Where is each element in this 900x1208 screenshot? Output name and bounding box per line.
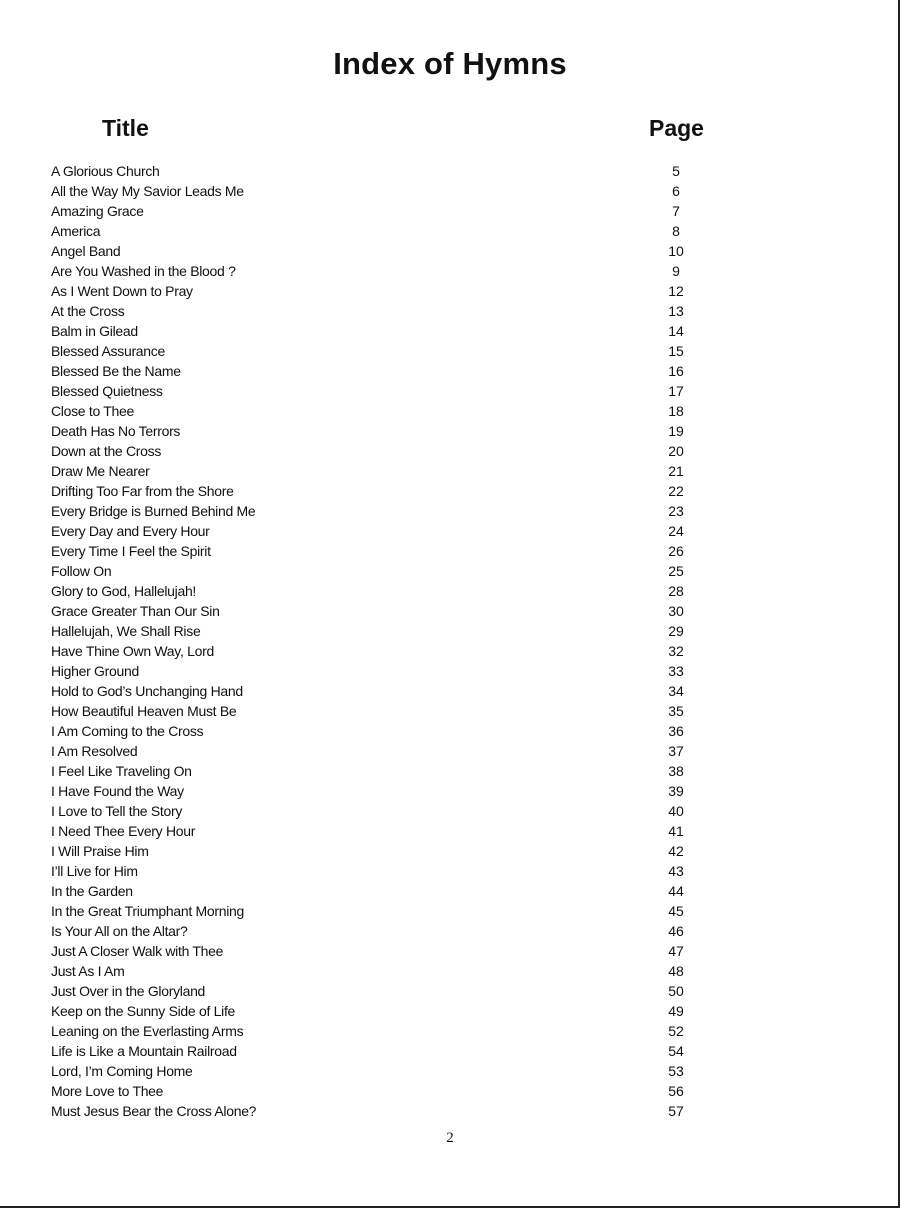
hymn-title: Just A Closer Walk with Thee xyxy=(51,943,224,959)
hymn-title: Every Time I Feel the Spirit xyxy=(51,543,211,559)
hymn-index-row xyxy=(0,181,900,201)
hymn-page-number: 44 xyxy=(668,883,684,899)
hymn-index-row xyxy=(0,381,900,401)
hymn-page-number: 40 xyxy=(668,803,684,819)
hymn-title: Blessed Quietness xyxy=(51,383,163,399)
hymn-title: I Feel Like Traveling On xyxy=(51,763,192,779)
hymn-title: Amazing Grace xyxy=(51,203,144,219)
hymn-title: In the Garden xyxy=(51,883,133,899)
hymn-title: Hold to God’s Unchanging Hand xyxy=(51,683,243,699)
hymn-title: I Am Resolved xyxy=(51,743,138,759)
hymn-title: Have Thine Own Way, Lord xyxy=(51,643,214,659)
hymn-page-number: 38 xyxy=(668,763,684,779)
page-title: Index of Hymns xyxy=(333,46,567,81)
hymn-page-number: 26 xyxy=(668,543,684,559)
hymn-page-number: 25 xyxy=(668,563,684,579)
hymn-index-row xyxy=(0,401,900,421)
hymn-page-number: 12 xyxy=(668,283,684,299)
hymn-index-row xyxy=(0,161,900,181)
hymn-index-row xyxy=(0,641,900,661)
hymn-index-row xyxy=(0,441,900,461)
hymn-index-row xyxy=(0,701,900,721)
hymn-page-number: 35 xyxy=(668,703,684,719)
hymn-page-number: 17 xyxy=(668,383,684,399)
hymn-page-number: 29 xyxy=(668,623,684,639)
hymn-page-number: 10 xyxy=(668,243,684,259)
hymn-index-row xyxy=(0,1081,900,1101)
hymn-title: As I Went Down to Pray xyxy=(51,283,193,299)
hymn-page-number: 43 xyxy=(668,863,684,879)
hymn-index-row xyxy=(0,981,900,1001)
hymn-page-number: 47 xyxy=(668,943,684,959)
footer-page-number: 2 xyxy=(446,1130,454,1146)
hymn-title: At the Cross xyxy=(51,303,125,319)
hymn-title: All the Way My Savior Leads Me xyxy=(51,183,244,199)
hymn-page-number: 34 xyxy=(668,683,684,699)
hymn-page-number: 5 xyxy=(672,163,680,179)
hymn-index-row xyxy=(0,301,900,321)
hymn-index-row xyxy=(0,1061,900,1081)
hymn-index-row xyxy=(0,281,900,301)
hymn-index-row xyxy=(0,481,900,501)
hymn-page-number: 57 xyxy=(668,1103,684,1119)
hymn-index-row xyxy=(0,901,900,921)
hymn-title: Every Day and Every Hour xyxy=(51,523,210,539)
hymn-index-row xyxy=(0,661,900,681)
hymn-index-row xyxy=(0,541,900,561)
hymn-index-row xyxy=(0,1041,900,1061)
hymn-index-row xyxy=(0,821,900,841)
hymn-title: Drifting Too Far from the Shore xyxy=(51,483,234,499)
hymn-page-number: 19 xyxy=(668,423,684,439)
hymn-title: More Love to Thee xyxy=(51,1083,164,1099)
hymn-index-row xyxy=(0,221,900,241)
hymn-title: I Have Found the Way xyxy=(51,783,184,799)
column-header-title: Title xyxy=(102,115,149,141)
hymn-index-row xyxy=(0,521,900,541)
hymn-title: I’ll Live for Him xyxy=(51,863,138,879)
hymn-title: Just Over in the Gloryland xyxy=(51,983,206,999)
hymn-title: Keep on the Sunny Side of Life xyxy=(51,1003,236,1019)
hymn-page-number: 39 xyxy=(668,783,684,799)
hymn-index-row xyxy=(0,921,900,941)
hymn-index-row xyxy=(0,361,900,381)
hymn-index-row xyxy=(0,601,900,621)
hymn-title: I Will Praise Him xyxy=(51,843,149,859)
hymn-title: Leaning on the Everlasting Arms xyxy=(51,1023,244,1039)
hymn-page-number: 53 xyxy=(668,1063,684,1079)
hymn-page-number: 9 xyxy=(672,263,680,279)
hymn-title: Every Bridge is Burned Behind Me xyxy=(51,503,256,519)
hymn-index-row xyxy=(0,801,900,821)
hymn-page-number: 42 xyxy=(668,843,684,859)
hymn-index-row xyxy=(0,501,900,521)
hymn-title: Grace Greater Than Our Sin xyxy=(51,603,220,619)
hymn-title: Is Your All on the Altar? xyxy=(51,923,188,939)
hymn-page-number: 20 xyxy=(668,443,684,459)
hymn-index-row xyxy=(0,961,900,981)
hymn-index-row xyxy=(0,721,900,741)
hymn-page-number: 14 xyxy=(668,323,684,339)
hymn-title: Angel Band xyxy=(51,243,121,259)
hymn-page-number: 56 xyxy=(668,1083,684,1099)
hymn-page-number: 18 xyxy=(668,403,684,419)
hymn-index-row xyxy=(0,781,900,801)
hymn-index-row xyxy=(0,1101,900,1121)
hymn-index-row xyxy=(0,841,900,861)
hymn-title: Must Jesus Bear the Cross Alone? xyxy=(51,1103,257,1119)
hymn-title: Higher Ground xyxy=(51,663,139,679)
hymn-title: Are You Washed in the Blood ? xyxy=(51,263,236,279)
hymn-title: Balm in Gilead xyxy=(51,323,138,339)
hymn-page-number: 22 xyxy=(668,483,684,499)
hymn-page-number: 32 xyxy=(668,643,684,659)
hymn-page-number: 23 xyxy=(668,503,684,519)
hymn-index-row xyxy=(0,1021,900,1041)
hymn-index-row xyxy=(0,761,900,781)
hymn-index-row xyxy=(0,561,900,581)
hymn-title: In the Great Triumphant Morning xyxy=(51,903,245,919)
column-header-page: Page xyxy=(649,115,704,141)
hymn-page-number: 28 xyxy=(668,583,684,599)
hymn-page-number: 21 xyxy=(668,463,684,479)
hymn-index-row xyxy=(0,621,900,641)
hymn-page-number: 7 xyxy=(672,203,680,219)
hymn-index-row xyxy=(0,741,900,761)
hymn-title: Blessed Assurance xyxy=(51,343,165,359)
hymn-title: I Need Thee Every Hour xyxy=(51,823,196,839)
hymn-page-number: 15 xyxy=(668,343,684,359)
hymn-title: America xyxy=(51,223,101,239)
hymn-page-number: 48 xyxy=(668,963,684,979)
hymn-page-number: 54 xyxy=(668,1043,684,1059)
hymn-page-number: 16 xyxy=(668,363,684,379)
hymn-index-list xyxy=(0,161,900,1121)
hymn-title: Just As I Am xyxy=(51,963,125,979)
hymn-index-row xyxy=(0,421,900,441)
hymn-index-row xyxy=(0,861,900,881)
hymn-page-number: 52 xyxy=(668,1023,684,1039)
hymn-index-row xyxy=(0,881,900,901)
hymn-title: Lord, I’m Coming Home xyxy=(51,1063,193,1079)
hymn-index-row xyxy=(0,201,900,221)
hymn-page-number: 8 xyxy=(672,223,680,239)
hymn-title: Down at the Cross xyxy=(51,443,162,459)
hymn-title: Life is Like a Mountain Railroad xyxy=(51,1043,237,1059)
hymn-page-number: 50 xyxy=(668,983,684,999)
hymn-index-row xyxy=(0,681,900,701)
hymn-title: Draw Me Nearer xyxy=(51,463,150,479)
hymn-index-row xyxy=(0,941,900,961)
hymn-page-number: 49 xyxy=(668,1003,684,1019)
hymn-index-row xyxy=(0,241,900,261)
hymn-page-number: 13 xyxy=(668,303,684,319)
hymn-title: Death Has No Terrors xyxy=(51,423,181,439)
hymn-title: Hallelujah, We Shall Rise xyxy=(51,623,201,639)
hymn-page-number: 45 xyxy=(668,903,684,919)
hymn-title: Follow On xyxy=(51,563,112,579)
hymn-title: I Love to Tell the Story xyxy=(51,803,183,819)
hymn-index-row xyxy=(0,461,900,481)
hymn-index-row xyxy=(0,321,900,341)
hymn-page-number: 41 xyxy=(668,823,684,839)
hymn-index-row xyxy=(0,581,900,601)
hymn-page-number: 36 xyxy=(668,723,684,739)
hymn-title: A Glorious Church xyxy=(51,163,160,179)
hymn-index-row xyxy=(0,261,900,281)
hymn-title: How Beautiful Heaven Must Be xyxy=(51,703,237,719)
hymn-title: Blessed Be the Name xyxy=(51,363,181,379)
hymn-page-number: 6 xyxy=(672,183,680,199)
hymn-index-row xyxy=(0,1001,900,1021)
hymn-page-number: 46 xyxy=(668,923,684,939)
hymn-title: Close to Thee xyxy=(51,403,135,419)
hymn-page-number: 37 xyxy=(668,743,684,759)
hymn-page-number: 30 xyxy=(668,603,684,619)
hymn-index-row xyxy=(0,341,900,361)
hymn-title: I Am Coming to the Cross xyxy=(51,723,204,739)
hymn-title: Glory to God, Hallelujah! xyxy=(51,583,197,599)
hymn-page-number: 33 xyxy=(668,663,684,679)
hymn-page-number: 24 xyxy=(668,523,684,539)
